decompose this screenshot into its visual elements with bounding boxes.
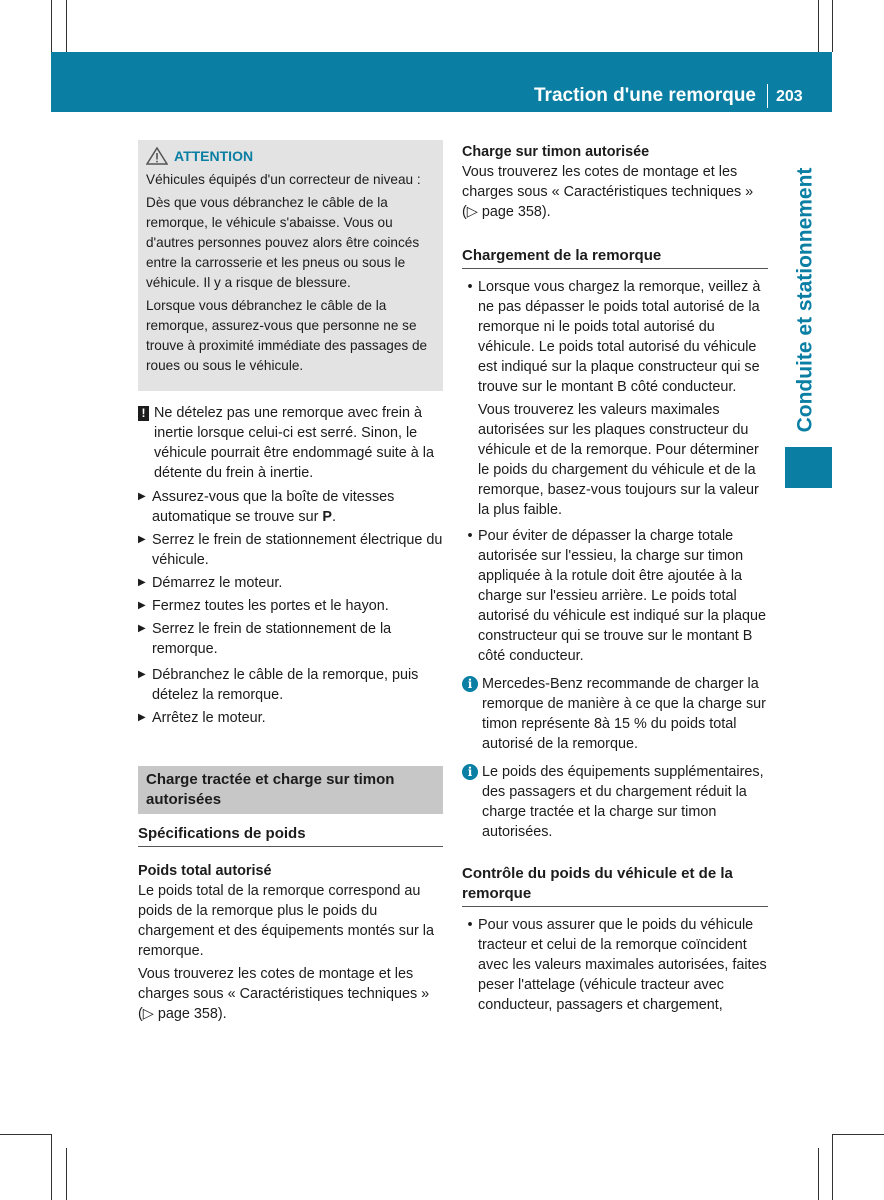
paragraph-heading: Charge sur timon autorisée [462,144,650,160]
step-text: Arrêtez le moteur. [152,710,266,726]
page-title: Traction d'une remorque [534,85,756,106]
bullet-item [462,915,768,1015]
section-heading: Charge tractée et charge sur timon autorisées [138,766,443,814]
bullet-dot: • [467,917,473,933]
instruction-step [138,530,443,570]
bullet-text: Pour vous assurer que le poids du véhicule tracteur et celui de la remorque coïncident avec les valeurs maximales autorisées, faites peser l'attelage (véhicule tracteur avec conducteur, passagers et chargement, [478,917,767,1013]
bullet-item [462,277,768,523]
instruction-step [138,708,443,728]
crop-mark [832,1134,884,1135]
body-paragraph: Le poids total de la remorque correspond au poids de la remorque plus le poids du chargement et des équipements montés sur la remorque. [138,883,434,959]
step-text: Serrez le frein de stationnement électrique du véhicule. [152,532,443,568]
body-paragraph: Vous trouverez les cotes de montage et les charges sous « Caractéristiques techniques » (▷ page 358). [462,164,754,220]
warning-paragraph: Lorsque vous débranchez le câble de la remorque, assurez-vous que personne ne se trouve à proximité immédiate des passages de roues ou sous le véhicule. [146,298,428,373]
subsection-heading: Spécifications de poids [138,824,443,847]
warning-paragraph: Véhicules équipés d'un correcteur de niveau : [146,172,421,187]
warning-header [146,146,435,166]
right-column [462,142,768,1018]
arrow-right-icon: ▶ [138,669,146,680]
step-text: Serrez le frein de stationnement de la remorque. [152,621,392,657]
arrow-right-icon: ▶ [138,600,146,611]
crop-mark [51,1134,52,1200]
bullet-text: Vous trouverez les valeurs maximales autorisées sur les plaques constructeur du véhicule et de la remorque. Pour déterminer le poids du chargement du véhicule et de la remorque, basez-vous toujours sur la valeur la plus faible. [478,402,759,518]
step-text: Démarrez le moteur. [152,575,283,591]
info-note [462,762,768,842]
subsection-heading: Chargement de la remorque [462,246,768,269]
info-icon: i [462,764,478,780]
header-divider [767,84,768,108]
crop-mark [51,0,52,52]
paragraph-heading: Poids total autorisé [138,863,272,879]
warning-title: ATTENTION [174,148,254,164]
body-paragraph: Vous trouverez les cotes de montage et les charges sous « Caractéristiques techniques » (▷ page 358). [138,966,430,1022]
exclamation-icon: ! [138,406,149,421]
warning-triangle-icon [146,147,168,165]
arrow-right-icon: ▶ [138,491,146,502]
arrow-right-icon: ▶ [138,534,146,545]
arrow-right-icon: ▶ [138,623,146,634]
instruction-step [138,487,443,527]
chapter-tab-label: Conduite et stationnement [793,167,816,433]
step-text: Débranchez le câble de la remorque, puis dételez la remorque. [152,667,419,703]
left-column [138,140,443,1024]
instruction-step [138,596,443,616]
warning-box [138,140,443,391]
arrow-right-icon: ▶ [138,577,146,588]
subsection-heading: Contrôle du poids du véhicule et de la remorque [462,864,768,907]
bullet-dot: • [467,279,473,295]
page-number: 203 [776,88,803,105]
step-text: Fermez toutes les portes et le hayon. [152,598,389,614]
step-text: Assurez-vous que la boîte de vitesses automatique se trouve sur [152,489,395,525]
info-note [462,674,768,754]
crop-mark [66,0,67,52]
crop-mark [818,0,819,52]
info-icon: i [462,676,478,692]
instruction-step [138,665,443,705]
bullet-dot: • [467,528,473,544]
note-text: Ne dételez pas une remorque avec frein à inertie lorsque celui-ci est serré. Sinon, le véhicule pourrait être endommagé suite à la détente du frein à inertie. [154,405,434,481]
info-text: Le poids des équipements supplémentaires, des passagers et du chargement réduit la charge tractée et la charge sur timon autorisées. [482,764,764,840]
damage-note [138,403,443,483]
chapter-marker [785,447,832,488]
instruction-step [138,619,443,659]
gear-position: P [322,509,332,525]
crop-mark [818,1148,819,1200]
warning-paragraph: Dès que vous débranchez le câble de la remorque, le véhicule s'abaisse. Vous ou d'autres personnes pouvez alors être coincés entre la carrosserie et les pneus ou sous le véhicule. Il y a risque de blessure. [146,195,420,290]
bullet-item [462,526,768,666]
step-text-end: . [332,509,336,525]
crop-mark [832,1134,833,1200]
chapter-tab [785,160,825,440]
crop-mark [0,1134,52,1135]
bullet-text: Pour éviter de dépasser la charge totale autorisée sur l'essieu, la charge sur timon appliquée à la rotule doit être ajoutée à la charge sur l'essieu arrière. Le poids total autorisé du véhicule est indiqué sur la plaque constructeur qui se trouve sur le montant B côté conducteur. [478,528,767,664]
info-text: Mercedes-Benz recommande de charger la remorque de manière à ce que la charge sur timon représente 8à 15 % du poids total autorisé de la remorque. [482,676,766,752]
bullet-text: Lorsque vous chargez la remorque, veillez à ne pas dépasser le poids total autorisé de la remorque ni le poids total autorisé du véhicule. Le poids total autorisé du véhicule est indiqué sur la plaque constructeur qui se trouve sur le montant B côté conducteur. [478,279,761,395]
instruction-step [138,573,443,593]
arrow-right-icon: ▶ [138,712,146,723]
crop-mark [832,0,833,52]
crop-mark [66,1148,67,1200]
